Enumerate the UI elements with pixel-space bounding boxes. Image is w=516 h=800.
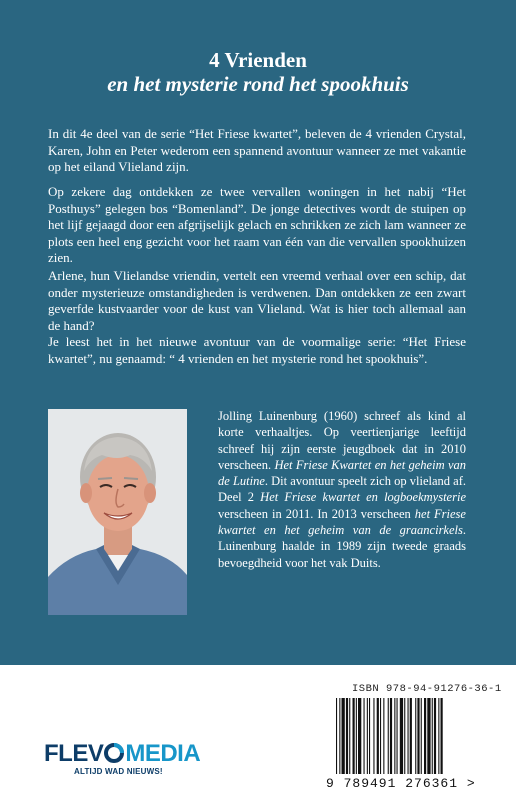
barcode-bar xyxy=(415,698,416,774)
book-title xyxy=(0,48,516,96)
bio-text-1: Jolling Luinenburg (1960) schreef als kind al korte verhaaltjes. Op veertienjarige leeftijd schreef hij zijn eerste jeugdboek dat in 2010 verscheen. xyxy=(218,409,466,472)
barcode-bar xyxy=(424,698,426,774)
barcode-bar xyxy=(404,698,405,774)
barcode-bar xyxy=(342,698,345,774)
blurb-paragraph-3: Arlene, hun Vlielandse vriendin, vertelt een vreemd verhaal over een schip, dat onder mysterieuze omstandigheden is verdwenen. Dan ontdekken ze een zwart geverfde kustvaarder voor de kust van Vlieland. Wat is hier toch allemaal aan de hand? xyxy=(48,268,466,333)
bio-text-2: . Dit avontuur speelt zich op vlieland af. Deel 2 xyxy=(218,474,466,505)
barcode-bar xyxy=(397,698,398,774)
title-line-1: 4 Vrienden xyxy=(209,48,307,72)
author-photo xyxy=(48,409,187,615)
barcode-bar xyxy=(417,698,419,774)
barcode-bar xyxy=(369,698,370,774)
barcode-digits: 9 789491 276361 > xyxy=(326,776,476,791)
barcode-bar xyxy=(434,698,436,774)
barcode-bar xyxy=(377,698,379,774)
barcode-bar xyxy=(346,698,348,774)
logo-tagline: ALTIJD WAD NIEUWS! xyxy=(74,767,163,776)
bio-text-4: . Luinenburg haalde in 1989 zijn tweede graads bevoegdheid voor het vak Duits. xyxy=(218,523,466,570)
bio-book-title-2: Het Friese kwartet en logboekmysterie xyxy=(260,490,466,505)
author-bio xyxy=(218,408,466,571)
blurb-paragraph-4: Je leest het in het nieuwe avontuur van de voormalige serie: “Het Friese kwartet”, nu genaamd: “ 4 vrienden en het mysterie rond het spookhuis”. xyxy=(48,334,466,366)
barcode-bar xyxy=(349,698,350,774)
barcode xyxy=(328,698,492,776)
logo-text-media: MEDIA xyxy=(125,740,201,767)
barcode-bar xyxy=(358,698,361,774)
barcode-bar xyxy=(441,698,443,774)
barcode-bar xyxy=(383,698,384,774)
barcode-bar xyxy=(388,698,389,774)
barcode-bar xyxy=(427,698,430,774)
barcode-bar xyxy=(336,698,337,774)
barcode-bar xyxy=(364,698,365,774)
barcode-bar xyxy=(380,698,381,774)
isbn-label: ISBN 978-94-91276-36-1 xyxy=(352,683,502,695)
barcode-bar xyxy=(410,698,412,774)
bio-book-title-3: het Friese kwartet en het geheim van de graancirkels xyxy=(218,506,466,538)
barcode-bar xyxy=(339,698,340,774)
barcode-bar xyxy=(390,698,392,774)
logo-o-icon xyxy=(103,742,125,764)
barcode-bar xyxy=(438,698,439,774)
barcode-bar xyxy=(373,698,374,774)
barcode-bar xyxy=(394,698,395,774)
bio-text-3: verscheen in 2011. In 2013 verscheen xyxy=(218,506,415,521)
barcode-bar xyxy=(408,698,409,774)
title-line-2: en het mysterie rond het spookhuis xyxy=(107,72,409,96)
barcode-bar xyxy=(353,698,355,774)
blurb-paragraph-2: Op zekere dag ontdekken ze twee vervallen woningen in het nabij “Het Posthuys” gelegen bos “Bomenland”. De jonge detectives wordt de stuipen op het lijf gejaagd door een afgrijselijk gelach en schrikken ze zich lam wanneer ze plots een heel eng gezicht voor het raam van één van die vervallen spookhuizen zien. xyxy=(48,184,466,266)
barcode-bar xyxy=(356,698,357,774)
logo-text-flev: FLEV xyxy=(44,740,104,767)
bio-book-title-1: Het Friese Kwartet en het geheim van de Lutine xyxy=(218,457,466,489)
barcode-bar xyxy=(400,698,403,774)
barcode-bar xyxy=(432,698,433,774)
barcode-bar xyxy=(421,698,422,774)
barcode-bar xyxy=(367,698,368,774)
blurb-paragraph-1: In dit 4e deel van de serie “Het Friese kwartet”, beleven de 4 vrienden Crystal, Karen, John en Peter wederom een spannend avontuur wanneer ze met vakantie op het eiland Vlieland zijn. xyxy=(48,126,466,175)
